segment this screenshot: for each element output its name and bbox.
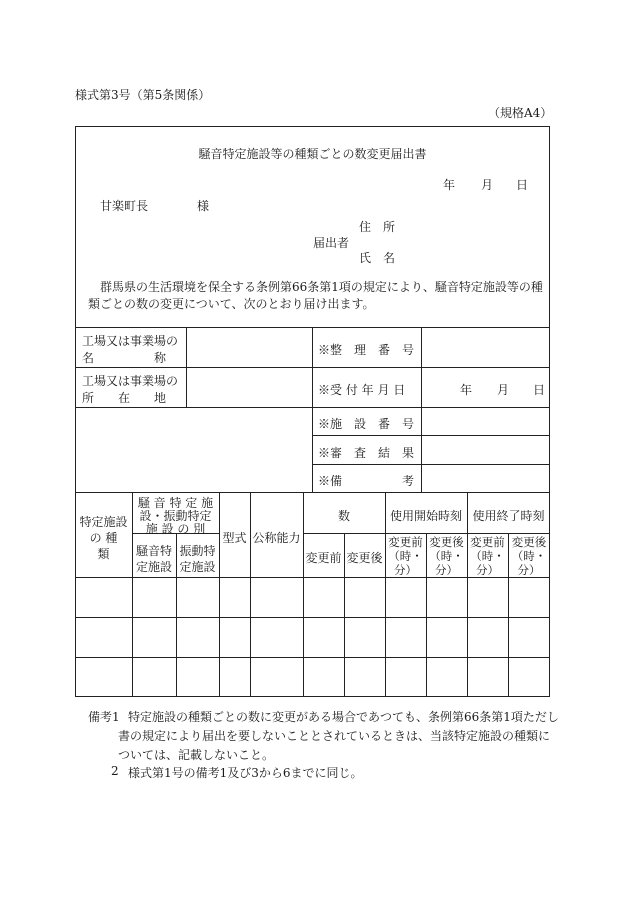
divider [312,327,313,492]
divider [186,327,187,407]
received-date-label: ※受 付 年 月 日 [318,383,406,397]
received-day: 日 [533,383,546,397]
capacity-header: 公称能力 [252,531,301,545]
count-before-header: 変更前 [305,551,342,565]
divider [75,492,550,493]
category-header-3: 施 設 の 別 [145,522,206,536]
ref-number-label: ※整 理 番 号 [318,343,415,357]
remarks-label: ※備 考 [318,474,415,488]
body-line-1: 群馬県の生活環境を保全する条例第66条第1項の規定により、騒音特定施設等の種 [100,280,543,294]
name-label: 氏 名 [359,251,396,265]
factory-name-label-1: 工場又は事業場の [82,334,179,348]
addressee: 甘楽町長 [100,199,149,213]
start-after-header: 変更後 [429,535,464,549]
end-before-unit-1: （時・ [470,549,505,563]
date-year-label: 年 [443,178,456,192]
factory-address-label-2: 所 在 地 [82,391,167,405]
note-1-label: 備考1 [88,710,120,724]
vibration-facility-header-2: 定施設 [179,560,216,574]
received-month: 月 [497,383,510,397]
category-header-2: 設・振動特定 [139,509,212,523]
vibration-facility-header-1: 振動特 [179,544,216,558]
end-time-header: 使用終了時刻 [472,509,545,523]
divider [250,492,251,697]
count-after-header: 変更後 [346,551,383,565]
form-number: 様式第3号（第5条関係） [75,88,211,102]
facility-type-header-3: 類 [97,547,110,561]
form-title: 騒音特定施設等の種類ごとの数変更届出書 [198,147,427,161]
start-before-unit-1: （時・ [388,549,423,563]
note-1-line-3: ついては、記載しないこと。 [118,748,275,762]
divider [75,577,550,578]
divider [312,464,550,465]
category-header-1: 騒 音 特 定 施 [137,496,214,510]
facility-type-header-2: の 種 [89,531,118,545]
start-after-unit-1: （時・ [429,549,464,563]
end-after-unit-1: （時・ [511,549,547,563]
noise-facility-header-2: 定施設 [135,560,172,574]
date-day-label: 日 [516,178,529,192]
start-before-unit-2: 分） [394,563,417,577]
facility-type-header-1: 特定施設 [79,515,128,529]
honorific: 様 [197,199,210,213]
notifier-label: 届出者 [313,236,350,250]
divider [312,435,550,436]
start-time-header: 使用開始時刻 [389,509,462,523]
note-2-label: 2 [111,764,119,778]
body-line-2: 類ごとの数の変更について、次のとおり届け出ます。 [88,297,375,311]
end-after-header: 変更後 [511,535,547,549]
address-label: 住 所 [359,220,396,234]
divider [75,617,550,618]
count-header: 数 [337,509,350,523]
date-month-label: 月 [481,178,494,192]
end-before-header: 変更前 [470,535,505,549]
divider [219,492,220,697]
received-year: 年 [460,383,473,397]
end-before-unit-2: 分） [476,563,499,577]
paper-size: （規格A4） [488,106,553,120]
divider [75,657,550,658]
note-2-text: 様式第1号の備考1及び3から6までに同じ。 [128,766,363,780]
factory-name-label-2: 名 称 [82,351,167,365]
review-result-label: ※審 査 結 果 [318,446,415,460]
noise-facility-header-1: 騒音特 [135,544,172,558]
facility-number-label: ※施 設 番 号 [318,417,415,431]
note-1-line-2: 書の規定により届出を要しないこととされているときは、当該特定施設の種類に [118,729,551,743]
start-before-header: 変更前 [388,535,423,549]
end-after-unit-2: 分） [517,563,541,577]
note-1-line-1: 特定施設の種類ごとの数に変更がある場合であつても、条例第66条第1項ただし [128,710,559,724]
factory-address-label-1: 工場又は事業場の [82,374,179,388]
model-header: 型式 [222,531,247,545]
divider [421,327,422,492]
start-after-unit-2: 分） [435,563,458,577]
